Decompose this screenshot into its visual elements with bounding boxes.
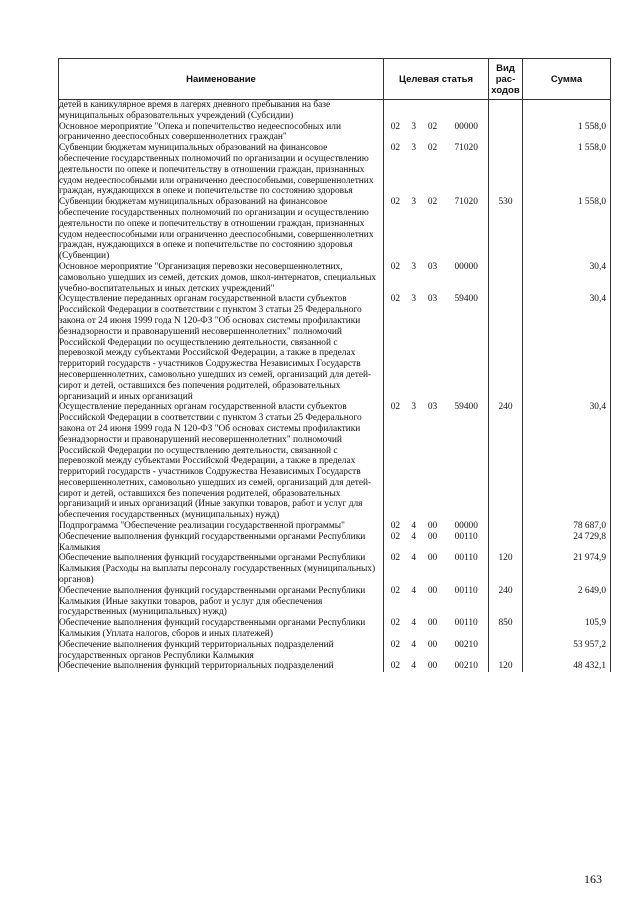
row-expense-type: 850 (489, 618, 523, 640)
target-subprogram: 3 (411, 402, 417, 413)
row-sum: 1 558,0 (523, 143, 611, 197)
row-target-article (384, 618, 489, 640)
target-article-parts (384, 586, 488, 597)
target-event: 00 (427, 521, 438, 532)
row-target-article (384, 521, 489, 532)
row-sum: 48 432,1 (523, 661, 611, 672)
target-event: 00 (427, 585, 438, 596)
table-row (59, 661, 611, 672)
row-expense-type (489, 294, 523, 402)
target-direction: 71020 (454, 197, 478, 208)
row-sum: 53 957,2 (523, 640, 611, 662)
row-name: Субвенции бюджетам муниципальных образований на финансовое обеспечение государственных полномочий по организации и осуществлению деятельности по опеке и попечительству в отношении граждан, признанных судом недееспособными или ограниченно дееспособными, совершеннолетних граждан, нуждающихся в опеке и попечительстве по состоянию здоровья (Субвенции) (59, 197, 384, 262)
row-name: Основное мероприятие "Опека и попечительство недееспособных или ограниченно дееспособных совершеннолетних граждан" (59, 122, 384, 144)
target-subprogram: 4 (411, 521, 417, 532)
row-name: Обеспечение выполнения функций государственными органами Республики Калмыкия (Иные закупки товаров, работ и услуг для обеспечения государственных (муниципальных) нужд) (59, 586, 384, 618)
target-event: 02 (427, 121, 438, 132)
row-expense-type (489, 532, 523, 554)
budget-table (58, 58, 611, 672)
document-page (58, 58, 610, 672)
row-expense-type (489, 262, 523, 294)
target-program: 02 (390, 294, 401, 305)
row-name: Основное мероприятие "Организация перевозки несовершеннолетних, самовольно ушедших из семей, детских домов, школ-интернатов, специальных учебно-воспитательных и иных детских учреждений" (59, 262, 384, 294)
target-direction: 00000 (454, 521, 478, 532)
table-row (59, 262, 611, 294)
target-subprogram: 4 (411, 661, 417, 672)
target-event: 00 (427, 618, 438, 629)
target-direction: 00110 (454, 585, 478, 596)
row-name: Обеспечение выполнения функций государственными органами Республики Калмыкия (Расходы на выплаты персоналу государственных (муниципальных) органов) (59, 553, 384, 585)
table-row (59, 553, 611, 585)
table-row (59, 640, 611, 662)
target-subprogram: 3 (411, 294, 417, 305)
target-article-parts (384, 402, 488, 413)
row-name: Субвенции бюджетам муниципальных образований на финансовое обеспечение государственных полномочий по организации и осуществлению деятельности по опеке и попечительству в отношении граждан, признанных судом недееспособными или ограниченно дееспособными, совершеннолетних граждан, нуждающихся в опеке и попечительстве по состоянию здоровья (59, 143, 384, 197)
target-program: 02 (390, 197, 401, 208)
row-name: Обеспечение выполнения функций государственными органами Республики Калмыкия (59, 532, 384, 554)
target-article-parts (384, 532, 488, 543)
header-expense-type: Вид рас-ходов (489, 59, 523, 100)
row-name: Обеспечение выполнения функций территориальных подразделений (59, 661, 384, 672)
target-direction: 00110 (454, 553, 478, 564)
row-target-article (384, 553, 489, 585)
row-name: Осуществление переданных органам государственной власти субъектов Российской Федерации в соответствии с пунктом 3 статьи 25 Федерального закона от 24 июня 1999 года N 120-ФЗ "Об основах системы профилактики безнадзорности и правонарушений несовершеннолетних" полномочий Российской Федерации по осуществлению деятельности, связанной с перевозкой между субъектами Российской Федерации, а также в пределах территорий государств - участников Содружества Независимых Государств несовершеннолетних, самовольно ушедших из семей, организаций для детей-сирот и детей, оставшихся без попечения родителей, образовательных организаций и иных организаций (59, 294, 384, 402)
table-row (59, 521, 611, 532)
row-name: Подпрограмма "Обеспечение реализации государственной программы" (59, 521, 384, 532)
table-row (59, 143, 611, 197)
target-direction: 59400 (454, 294, 478, 305)
target-article-parts (384, 262, 488, 273)
target-subprogram: 3 (411, 261, 417, 272)
target-event: 02 (427, 197, 438, 208)
row-target-article (384, 197, 489, 262)
row-sum: 1 558,0 (523, 197, 611, 262)
row-name: Обеспечение выполнения функций государственными органами Республики Калмыкия (Уплата налогов, сборов и иных платежей) (59, 618, 384, 640)
table-row (59, 100, 611, 122)
row-target-article (384, 402, 489, 521)
row-sum: 78 687,0 (523, 521, 611, 532)
target-subprogram: 4 (411, 585, 417, 596)
table-row (59, 532, 611, 554)
row-sum (523, 100, 611, 122)
target-subprogram: 3 (411, 197, 417, 208)
target-article-parts (384, 640, 488, 651)
target-program: 02 (390, 521, 401, 532)
header-name: Наименование (59, 59, 384, 100)
row-sum: 1 558,0 (523, 122, 611, 144)
row-expense-type (489, 100, 523, 122)
target-program: 02 (390, 531, 401, 542)
page-number: 163 (584, 872, 602, 886)
row-expense-type: 530 (489, 197, 523, 262)
row-expense-type: 120 (489, 661, 523, 672)
row-expense-type (489, 122, 523, 144)
target-event: 00 (427, 553, 438, 564)
table-row (59, 586, 611, 618)
header-target-article: Целевая статья (384, 59, 489, 100)
target-program: 02 (390, 585, 401, 596)
row-target-article (384, 262, 489, 294)
row-target-article (384, 640, 489, 662)
target-direction: 59400 (454, 402, 478, 413)
header-sum: Сумма (523, 59, 611, 100)
target-direction: 00000 (454, 121, 478, 132)
target-program: 02 (390, 402, 401, 413)
target-subprogram: 4 (411, 531, 417, 542)
target-direction: 00210 (454, 661, 478, 672)
target-direction: 00110 (454, 531, 478, 542)
target-event: 00 (427, 639, 438, 650)
table-body (59, 100, 611, 673)
table-row (59, 197, 611, 262)
table-header-row (59, 59, 611, 100)
row-sum: 30,4 (523, 294, 611, 402)
table-row (59, 122, 611, 144)
target-article-parts (384, 553, 488, 564)
target-direction: 00210 (454, 639, 478, 650)
target-subprogram: 4 (411, 553, 417, 564)
row-expense-type (489, 143, 523, 197)
row-target-article (384, 100, 489, 122)
target-direction: 71020 (454, 143, 478, 154)
target-article-parts (384, 618, 488, 629)
target-event: 03 (427, 402, 438, 413)
row-sum: 24 729,8 (523, 532, 611, 554)
target-event: 02 (427, 143, 438, 154)
target-event: 00 (427, 661, 438, 672)
row-target-article (384, 143, 489, 197)
target-article-parts (384, 294, 488, 305)
target-event: 00 (427, 531, 438, 542)
row-target-article (384, 294, 489, 402)
row-sum: 2 649,0 (523, 586, 611, 618)
target-event: 03 (427, 294, 438, 305)
row-sum: 30,4 (523, 262, 611, 294)
target-subprogram: 4 (411, 639, 417, 650)
target-program: 02 (390, 261, 401, 272)
target-article-parts (384, 122, 488, 133)
target-direction: 00110 (454, 618, 478, 629)
row-sum: 105,9 (523, 618, 611, 640)
target-subprogram: 3 (411, 143, 417, 154)
target-program: 02 (390, 143, 401, 154)
target-program: 02 (390, 639, 401, 650)
table-row (59, 402, 611, 521)
row-expense-type: 240 (489, 586, 523, 618)
table-row (59, 618, 611, 640)
target-program: 02 (390, 661, 401, 672)
row-target-article (384, 532, 489, 554)
row-target-article (384, 122, 489, 144)
row-name: Обеспечение выполнения функций территориальных подразделений государственных органов Республики Калмыкия (59, 640, 384, 662)
row-expense-type: 120 (489, 553, 523, 585)
target-subprogram: 4 (411, 618, 417, 629)
row-expense-type (489, 521, 523, 532)
target-article-parts (384, 197, 488, 208)
row-name: Осуществление переданных органам государственной власти субъектов Российской Федерации в соответствии с пунктом 3 статьи 25 Федерального закона от 24 июня 1999 года N 120-ФЗ "Об основах системы профилактики безнадзорности и правонарушений несовершеннолетних" полномочий Российской Федерации по осуществлению деятельности, связанной с перевозкой между субъектами Российской Федерации, а также в пределах территорий государств - участников Содружества Независимых Государств несовершеннолетних, самовольно ушедших из семей, организаций для детей-сирот и детей, оставшихся без попечения родителей, образовательных организаций и иных организаций (Иные закупки товаров, работ и услуг для обеспечения государственных (муниципальных) нужд) (59, 402, 384, 521)
target-article-parts (384, 143, 488, 154)
target-subprogram: 3 (411, 121, 417, 132)
row-expense-type: 240 (489, 402, 523, 521)
target-direction: 00000 (454, 261, 478, 272)
row-name: детей в каникулярное время в лагерях дневного пребывания на базе муниципальных образовательных учреждений (Субсидии) (59, 100, 384, 122)
row-sum: 30,4 (523, 402, 611, 521)
target-article-parts (384, 661, 488, 672)
target-program: 02 (390, 618, 401, 629)
row-target-article (384, 586, 489, 618)
target-program: 02 (390, 121, 401, 132)
row-sum: 21 974,9 (523, 553, 611, 585)
row-target-article (384, 661, 489, 672)
table-row (59, 294, 611, 402)
row-expense-type (489, 640, 523, 662)
target-program: 02 (390, 553, 401, 564)
target-article-parts (384, 521, 488, 532)
target-event: 03 (427, 261, 438, 272)
